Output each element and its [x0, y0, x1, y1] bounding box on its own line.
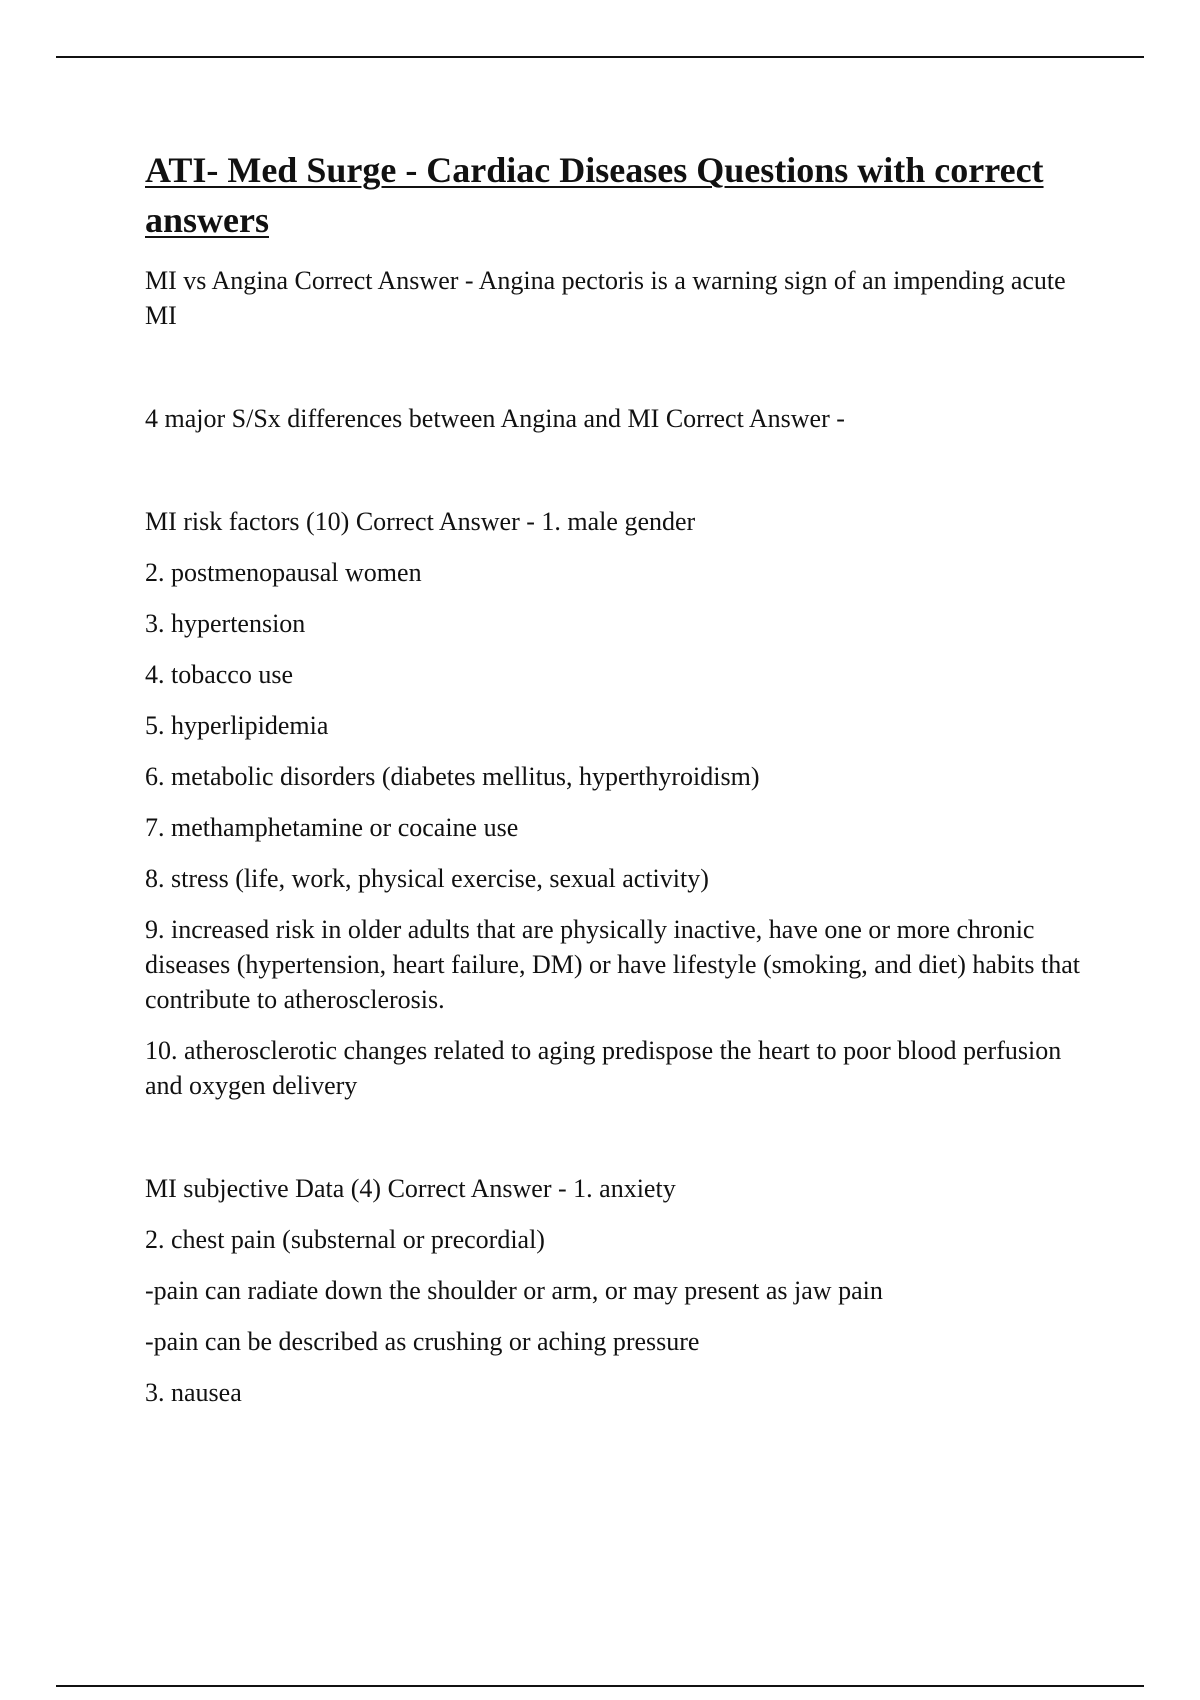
- question-text: 4 major S/Sx differences between Angina and MI: [145, 404, 660, 433]
- list-item: 3. hypertension: [145, 609, 306, 638]
- list-item: 2. chest pain (substernal or precordial): [145, 1225, 545, 1254]
- question-text: MI risk factors (10): [145, 507, 350, 536]
- qa-entry: MI subjective Data (4) Correct Answer - 1. anxiety: [145, 1174, 676, 1203]
- list-item: 4. tobacco use: [145, 660, 294, 689]
- top-rule: [56, 56, 1144, 58]
- list-item: 10. atherosclerotic changes related to aging predispose the heart to poor blood perfusion and oxygen delivery: [145, 1036, 1062, 1100]
- answer-label: Correct Answer: [387, 1174, 552, 1203]
- answer-text: 1. anxiety: [573, 1174, 676, 1203]
- list-item: -pain can be described as crushing or aching pressure: [145, 1327, 700, 1356]
- answer-text: 1. male gender: [541, 507, 696, 536]
- list-item: 5. hyperlipidemia: [145, 711, 329, 740]
- document-title: ATI- Med Surge - Cardiac Diseases Questions with correct answers: [145, 150, 1044, 240]
- list-item: 2. postmenopausal women: [145, 558, 422, 587]
- list-item: 6. metabolic disorders (diabetes mellitus, hyperthyroidism): [145, 762, 760, 791]
- document-body: [145, 145, 1095, 1410]
- answer-label: Correct Answer: [355, 507, 520, 536]
- answer-text: Angina pectoris is a warning sign of an impending acute MI: [145, 266, 1066, 330]
- list-item: 3. nausea: [145, 1378, 242, 1407]
- list-item: -pain can radiate down the shoulder or arm, or may present as jaw pain: [145, 1276, 883, 1305]
- list-item: 8. stress (life, work, physical exercise, sexual activity): [145, 864, 709, 893]
- question-text: MI subjective Data (4): [145, 1174, 382, 1203]
- answer-label: Correct Answer: [665, 404, 830, 433]
- answer-label: Correct Answer: [294, 266, 459, 295]
- qa-entry: MI vs Angina Correct Answer - Angina pectoris is a warning sign of an impending acute MI: [145, 266, 1066, 330]
- qa-entry: 4 major S/Sx differences between Angina and MI Correct Answer -: [145, 404, 845, 433]
- list-item: 9. increased risk in older adults that are physically inactive, have one or more chronic diseases (hypertension, heart failure, DM) or have lifestyle (smoking, and diet) habits that contribute to atherosclerosis.: [145, 915, 1081, 1014]
- qa-entry: MI risk factors (10) Correct Answer - 1. male gender: [145, 507, 696, 536]
- question-text: MI vs Angina: [145, 266, 288, 295]
- bottom-rule: [56, 1685, 1144, 1687]
- list-item: 7. methamphetamine or cocaine use: [145, 813, 519, 842]
